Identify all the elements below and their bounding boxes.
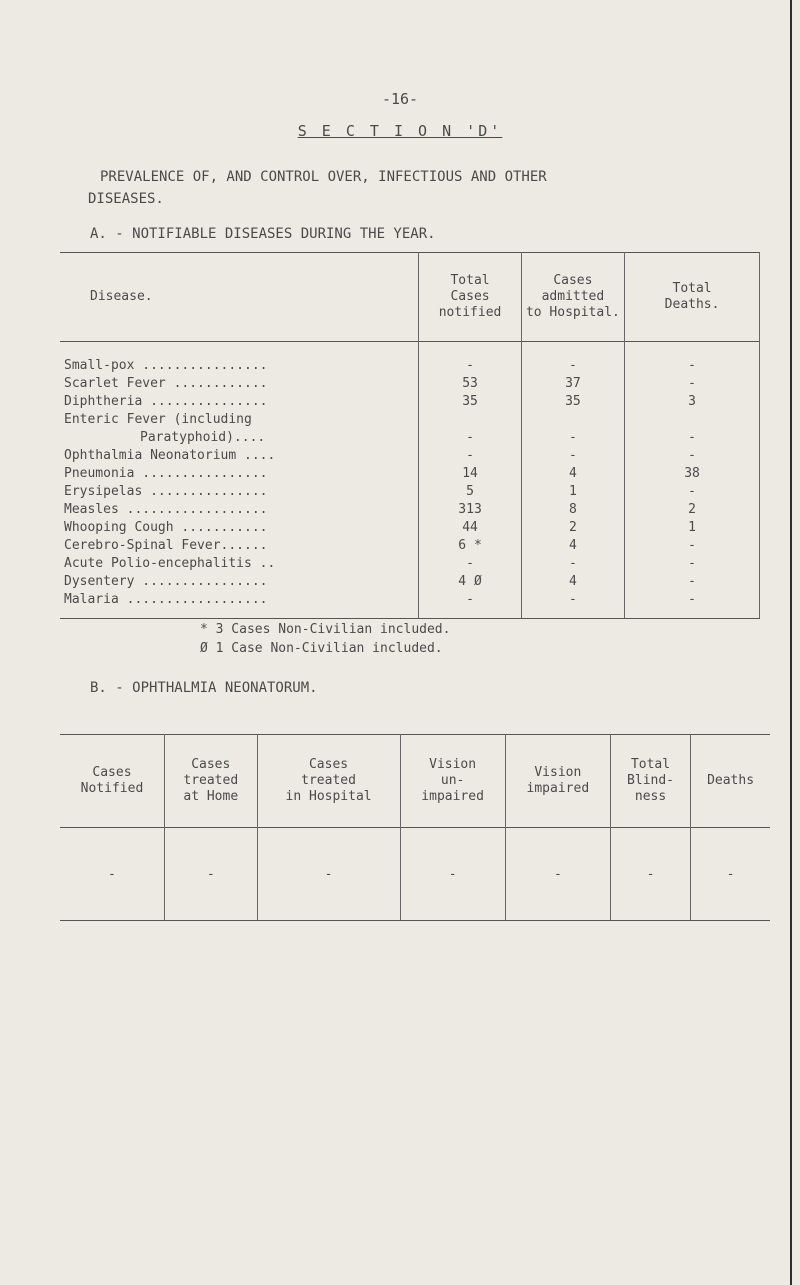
cell-deaths: - <box>625 448 760 466</box>
cell-deaths: - <box>625 376 760 394</box>
section-title <box>0 122 800 140</box>
cell-notified: 4 Ø <box>419 574 521 592</box>
cell-value-2: - <box>257 828 400 921</box>
col-header-line: in Hospital <box>285 789 372 804</box>
main-heading-line2: DISEASES. <box>88 191 164 207</box>
table-body <box>60 342 760 619</box>
col-header-line: ness <box>634 789 667 804</box>
col-header-line: un- <box>440 773 465 788</box>
cell-notified <box>419 412 521 430</box>
table-row <box>60 376 760 394</box>
col-header-line: Cases <box>92 765 132 780</box>
cell-admitted: 4 <box>521 466 624 484</box>
cell-disease: Erysipelas ............... <box>64 484 268 499</box>
col-header-line: impaired <box>421 789 484 804</box>
cell-notified: - <box>419 556 521 574</box>
cell-deaths: - <box>625 592 760 619</box>
table-row <box>60 520 760 538</box>
cell-disease: Diphtheria ............... <box>64 394 268 409</box>
col-header-disease: Disease. <box>90 289 153 304</box>
table-row <box>60 412 760 430</box>
cell-disease: Whooping Cough ........... <box>64 520 268 535</box>
table-row <box>60 430 760 448</box>
cell-disease: Enteric Fever (including <box>64 412 252 427</box>
table-row <box>60 556 760 574</box>
col-header-line: treated <box>301 773 356 788</box>
col-header-line: Cases <box>191 757 231 772</box>
col-header-2 <box>257 735 400 828</box>
col-header-line: at Home <box>183 789 239 804</box>
cell-value-1: - <box>164 828 257 921</box>
cell-value-4: - <box>505 828 610 921</box>
col-header-notified: Total Cases notified <box>419 253 521 342</box>
cell-deaths: - <box>625 430 760 448</box>
cell-notified: - <box>419 592 521 619</box>
cell-value-6: - <box>691 828 770 921</box>
cell-admitted: 8 <box>521 502 624 520</box>
cell-deaths: - <box>625 484 760 502</box>
cell-notified: 14 <box>419 466 521 484</box>
table-row <box>60 592 760 619</box>
cell-disease: Dysentery ................ <box>64 574 268 589</box>
cell-admitted: - <box>521 342 624 377</box>
cell-deaths: - <box>625 556 760 574</box>
footnotes <box>200 620 450 658</box>
col-header-6 <box>691 735 770 828</box>
notifiable-diseases-table <box>60 252 760 619</box>
col-header-0 <box>60 735 164 828</box>
cell-admitted: 4 <box>521 574 624 592</box>
col-header-line: impaired <box>526 781 590 796</box>
table-row <box>60 538 760 556</box>
cell-notified: 53 <box>419 376 521 394</box>
cell-notified: 44 <box>419 520 521 538</box>
col-header-line: Total <box>630 757 671 772</box>
cell-value-0: - <box>60 828 164 921</box>
section-title-text: S E C T I O N 'D' <box>297 122 503 140</box>
cell-disease: Cerebro-Spinal Fever...... <box>64 538 268 553</box>
cell-notified: 35 <box>419 394 521 412</box>
cell-value-3: - <box>400 828 505 921</box>
cell-disease: Pneumonia ................ <box>64 466 268 481</box>
table-row <box>60 342 760 377</box>
cell-notified: 6 * <box>419 538 521 556</box>
col-header-line: treated <box>183 773 239 788</box>
cell-admitted: - <box>521 430 624 448</box>
footnote-slashed-zero: Ø 1 Case Non-Civilian included. <box>200 641 443 656</box>
col-header-admitted: Cases admitted to Hospital. <box>521 253 624 342</box>
cell-notified: 313 <box>419 502 521 520</box>
cell-admitted: 37 <box>521 376 624 394</box>
cell-disease: Acute Polio-encephalitis .. <box>64 556 276 571</box>
cell-notified: - <box>419 448 521 466</box>
cell-admitted <box>521 412 624 430</box>
cell-admitted: - <box>521 448 624 466</box>
footnote-asterisk: * 3 Cases Non-Civilian included. <box>200 622 451 637</box>
main-heading-line1: PREVALENCE OF, AND CONTROL OVER, INFECTIOUS AND OTHER <box>100 169 547 185</box>
col-header-3 <box>400 735 505 828</box>
table-row <box>60 828 770 921</box>
col-header-line: Blind- <box>627 773 675 788</box>
table-row <box>60 502 760 520</box>
page-edge-line <box>790 0 792 1285</box>
cell-notified: - <box>419 342 521 377</box>
cell-notified: - <box>419 430 521 448</box>
table-header-row <box>60 253 760 342</box>
table-header-row <box>60 735 770 828</box>
col-header-line: Notified <box>80 781 144 796</box>
col-header-1 <box>164 735 257 828</box>
col-header-deaths: Total Deaths. <box>625 253 760 342</box>
cell-deaths: 3 <box>625 394 760 412</box>
cell-disease: Small-pox ................ <box>64 358 268 373</box>
cell-admitted: 1 <box>521 484 624 502</box>
table-row <box>60 448 760 466</box>
cell-deaths: 1 <box>625 520 760 538</box>
cell-admitted: - <box>521 556 624 574</box>
col-header-line: Deaths <box>707 773 755 788</box>
col-header-line: Cases <box>308 757 349 772</box>
col-header-5 <box>610 735 690 828</box>
cell-deaths: 2 <box>625 502 760 520</box>
ophthalmia-neonatorum-table <box>60 734 770 921</box>
main-heading <box>88 166 740 210</box>
cell-admitted: 4 <box>521 538 624 556</box>
col-header-line: Vision <box>534 765 582 780</box>
cell-deaths <box>625 412 760 430</box>
cell-admitted: 35 <box>521 394 624 412</box>
cell-notified: 5 <box>419 484 521 502</box>
cell-disease: Malaria .................. <box>60 592 419 619</box>
cell-admitted: - <box>521 592 624 619</box>
cell-deaths: - <box>625 538 760 556</box>
table-row <box>60 394 760 412</box>
cell-disease: Ophthalmia Neonatorium .... <box>64 448 276 463</box>
part-a-heading: A. - NOTIFIABLE DISEASES DURING THE YEAR. <box>90 226 436 242</box>
cell-disease: Paratyphoid).... <box>140 430 266 445</box>
col-header-line: Vision <box>429 757 477 772</box>
cell-deaths: 38 <box>625 466 760 484</box>
part-b-heading: B. - OPHTHALMIA NEONATORUM. <box>90 680 318 696</box>
cell-disease: Measles .................. <box>64 502 268 517</box>
table-row <box>60 466 760 484</box>
page-number: -16- <box>381 90 419 108</box>
cell-deaths: - <box>625 342 760 377</box>
cell-admitted: 2 <box>521 520 624 538</box>
table-row <box>60 484 760 502</box>
col-header-4 <box>505 735 610 828</box>
cell-deaths: - <box>625 574 760 592</box>
table-row <box>60 574 760 592</box>
cell-value-5: - <box>610 828 690 921</box>
cell-disease: Scarlet Fever ............ <box>64 376 268 391</box>
